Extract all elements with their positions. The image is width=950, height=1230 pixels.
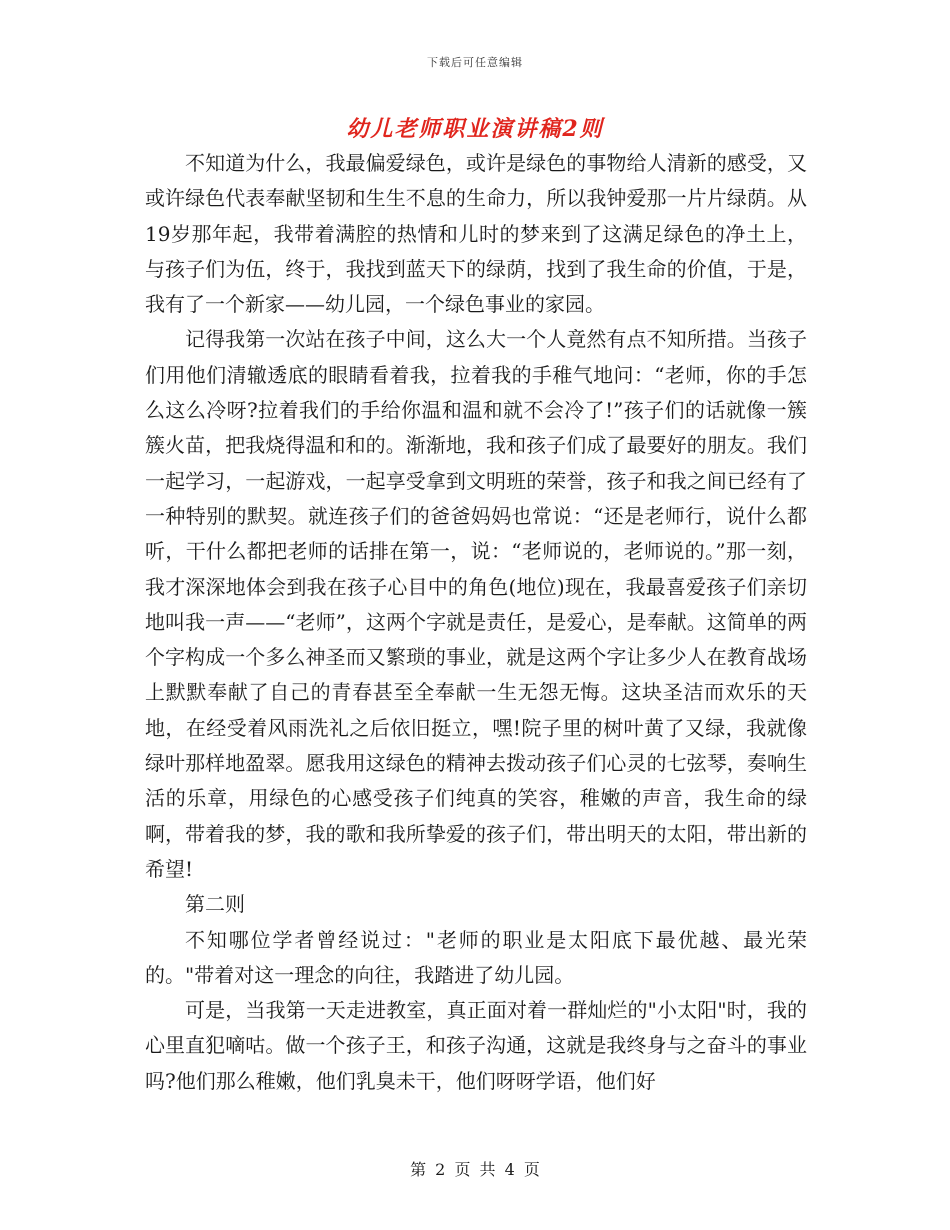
paragraph-2: 记得我第一次站在孩子中间，这么大一个人竟然有点不知所措。当孩子们用他们清辙透底的眼睛看着我，拉着我的手稚气地问：“老师，你的手怎么这么冷呀?拉着我们的手给你温和温和就不会冷了!”孩子们的话就像一簇簇火苗，把我烧得温和和的。渐渐地，我和孩子们成了最要好的朋友。我们一起学习，一起游戏，一起享受拿到文明班的荣誉，孩子和我之间已经有了一种特别的默契。就连孩子们的爸爸妈妈也常说：“还是老师行，说什么都听，干什么都把老师的话排在第一，说：“老师说的，老师说的。”那一刻，我才深深地体会到我在孩子心目中的角色(地位)现在，我最喜爱孩子们亲切地叫我一声——“老师”，这两个字就是责任，是爱心，是奉献。这简单的两个字构成一个多么神圣而又繁琐的事业，就是这两个字让多少人在教育战场上默默奉献了自己的青春甚至全奉献一生无怨无悔。这块圣洁而欢乐的天地，在经受着风雨洗礼之后依旧挺立，嘿!院子里的树叶黄了又绿，我就像绿叶那样地盈翠。愿我用这绿色的精神去拨动孩子们心灵的七弦琴，奏响生活的乐章，用绿色的心感受孩子们纯真的笑容，稚嫩的声音，我生命的绿啊，带着我的梦，我的歌和我所挚爱的孩子们，带出明天的太阳，带出新的希望! (145, 327, 807, 881)
paragraph-4: 可是，当我第一天走进教室，真正面对着一群灿烂的"小太阳"时，我的心里直犯嘀咕。做一个孩子王，和孩子沟通，这就是我终身与之奋斗的事业吗?他们那么稚嫩，他们乳臭未干，他们呀呀学语，他们好 (145, 998, 807, 1093)
paragraph-3: 不知哪位学者曾经说过："老师的职业是太阳底下最优越、最光荣的。"带着对这一理念的向往，我踏进了幼儿园。 (145, 927, 807, 987)
document-title: 幼儿老师职业演讲稿2则 (346, 116, 604, 142)
document-body (145, 146, 807, 1099)
header-note: 下载后可任意编辑 (427, 56, 523, 69)
paragraph-1: 不知道为什么，我最偏爱绿色，或许是绿色的事物给人清新的感受，又或许绿色代表奉献坚韧和生生不息的生命力，所以我钟爱那一片片绿荫。从19岁那年起，我带着满腔的热情和儿时的梦来到了这满足绿色的净土上，与孩子们为伍，终于，我找到蓝天下的绿荫，找到了我生命的价值，于是，我有了一个新家——幼儿园，一个绿色事业的家园。 (145, 151, 807, 317)
page-number-footer: 第 2 页 共 4 页 (410, 1160, 540, 1179)
section-heading-second: 第二则 (185, 892, 245, 917)
